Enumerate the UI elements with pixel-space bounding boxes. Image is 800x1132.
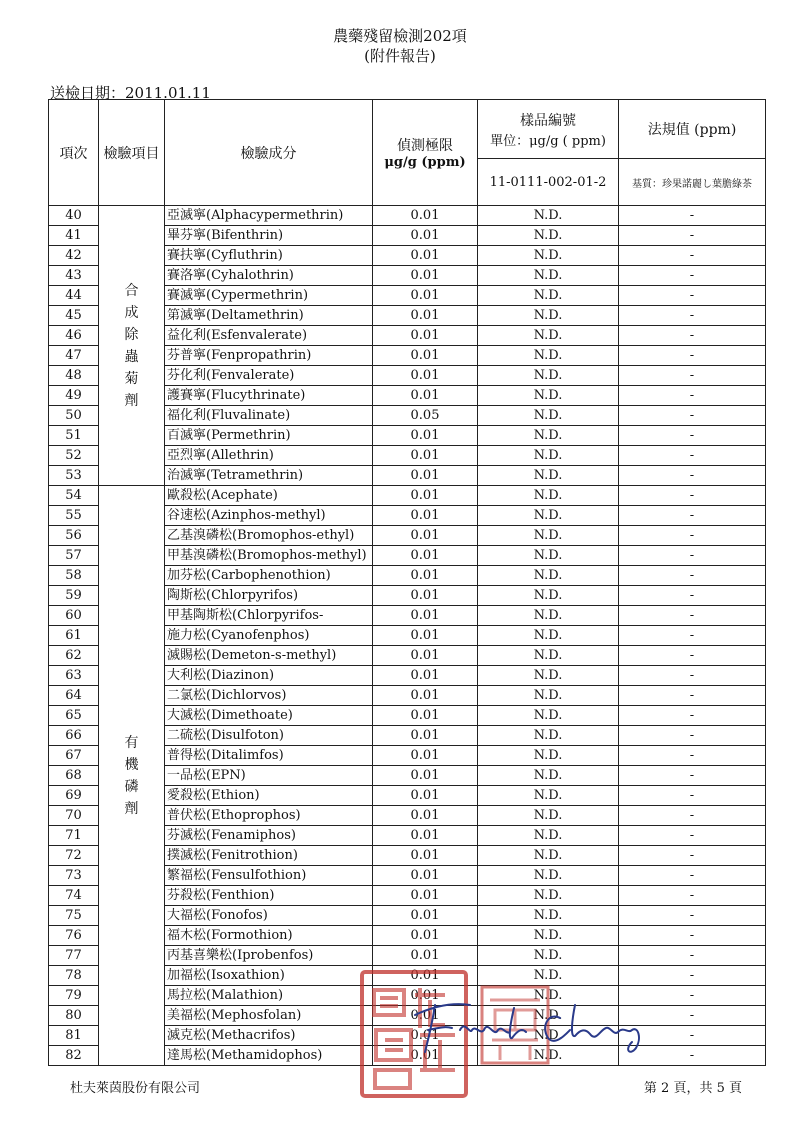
row-number: 48 [49,366,99,386]
result-value: N.D. [478,926,619,946]
result-value: N.D. [478,526,619,546]
detection-limit: 0.01 [373,226,478,246]
detection-limit: 0.01 [373,626,478,646]
result-value: N.D. [478,406,619,426]
regulatory-limit: - [619,286,766,306]
detection-limit: 0.01 [373,986,478,1006]
detection-limit: 0.01 [373,286,478,306]
detection-limit: 0.01 [373,606,478,626]
component-name: 護賽寧(Flucythrinate) [165,386,373,406]
component-name: 福木松(Formothion) [165,926,373,946]
row-number: 77 [49,946,99,966]
document-title [0,26,800,66]
component-name: 繁福松(Fensulfothion) [165,866,373,886]
regulatory-limit: - [619,326,766,346]
result-value: N.D. [478,986,619,1006]
row-number: 66 [49,726,99,746]
regulatory-limit: - [619,726,766,746]
result-value: N.D. [478,546,619,566]
detection-limit: 0.01 [373,366,478,386]
detection-limit: 0.01 [373,566,478,586]
detection-limit: 0.01 [373,346,478,366]
component-name: 大利松(Diazinon) [165,666,373,686]
regulatory-limit: - [619,446,766,466]
component-name: 大滅松(Dimethoate) [165,706,373,726]
component-name: 亞滅寧(Alphacypermethrin) [165,206,373,226]
row-number: 44 [49,286,99,306]
regulatory-limit: - [619,306,766,326]
row-number: 40 [49,206,99,226]
regulatory-limit: - [619,366,766,386]
regulatory-limit: - [619,426,766,446]
regulatory-limit: - [619,566,766,586]
regulatory-limit: - [619,386,766,406]
row-number: 71 [49,826,99,846]
result-value: N.D. [478,466,619,486]
row-number: 76 [49,926,99,946]
regulatory-limit: - [619,966,766,986]
row-number: 46 [49,326,99,346]
result-value: N.D. [478,266,619,286]
regulatory-limit: - [619,266,766,286]
detection-limit: 0.01 [373,246,478,266]
limit-label: 偵測極限 [397,138,453,154]
row-number: 67 [49,746,99,766]
detection-limit: 0.01 [373,946,478,966]
result-value: N.D. [478,226,619,246]
result-value: N.D. [478,566,619,586]
component-name: 加芬松(Carbophenothion) [165,566,373,586]
regulatory-limit: - [619,406,766,426]
col-header-component: 檢驗成分 [165,100,373,206]
regulatory-limit: - [619,246,766,266]
component-name: 加福松(Isoxathion) [165,966,373,986]
result-value: N.D. [478,786,619,806]
component-name: 甲基陶斯松(Chlorpyrifos- [165,606,373,626]
result-value: N.D. [478,666,619,686]
row-number: 62 [49,646,99,666]
footer-company: 杜夫萊茵股份有限公司 [70,1081,201,1096]
component-name: 二硫松(Disulfoton) [165,726,373,746]
footer-page-number: 第 2 頁，共 5 頁 [643,1081,742,1096]
submission-date: 送檢日期：2011.01.11 [50,84,211,102]
result-value: N.D. [478,346,619,366]
group-label-char: 菊 [124,370,139,387]
result-value: N.D. [478,686,619,706]
component-name: 愛殺松(Ethion) [165,786,373,806]
component-name: 芬化利(Fenvalerate) [165,366,373,386]
group-label [99,206,165,486]
group-label-char: 有 [124,734,139,751]
component-name: 賽扶寧(Cyfluthrin) [165,246,373,266]
result-value: N.D. [478,866,619,886]
result-value: N.D. [478,746,619,766]
regulatory-limit: - [619,206,766,226]
sample-id: 11-0111-002-01-2 [478,159,619,206]
row-number: 47 [49,346,99,366]
result-value: N.D. [478,1026,619,1046]
detection-limit: 0.01 [373,786,478,806]
row-number: 64 [49,686,99,706]
row-number: 61 [49,626,99,646]
row-number: 59 [49,586,99,606]
row-number: 53 [49,466,99,486]
regulatory-limit: - [619,546,766,566]
handwritten-signature [410,990,660,1060]
component-name: 達馬松(Methamidophos) [165,1046,373,1066]
result-value: N.D. [478,486,619,506]
result-value: N.D. [478,706,619,726]
row-number: 65 [49,706,99,726]
detection-limit: 0.01 [373,1046,478,1066]
row-number: 52 [49,446,99,466]
row-number: 75 [49,906,99,926]
detection-limit: 0.01 [373,386,478,406]
title-line-2: (附件報告) [364,47,436,65]
detection-limit: 0.01 [373,486,478,506]
regulatory-limit: - [619,646,766,666]
regulatory-limit: - [619,606,766,626]
component-name: 普得松(Ditalimfos) [165,746,373,766]
result-value: N.D. [478,586,619,606]
detection-limit: 0.01 [373,306,478,326]
regulatory-limit: - [619,786,766,806]
result-value: N.D. [478,1006,619,1026]
regulatory-limit: - [619,806,766,826]
detection-limit: 0.01 [373,806,478,826]
table-row [49,486,766,506]
result-value: N.D. [478,946,619,966]
detection-limit: 0.01 [373,906,478,926]
component-name: 普伏松(Ethoprophos) [165,806,373,826]
regulatory-limit: - [619,706,766,726]
component-name: 滅克松(Methacrifos) [165,1026,373,1046]
component-name: 治滅寧(Tetramethrin) [165,466,373,486]
row-number: 57 [49,546,99,566]
row-number: 82 [49,1046,99,1066]
detection-limit: 0.01 [373,326,478,346]
result-value: N.D. [478,886,619,906]
regulatory-limit: - [619,506,766,526]
detection-limit: 0.01 [373,686,478,706]
detection-limit: 0.01 [373,546,478,566]
component-name: 芬殺松(Fenthion) [165,886,373,906]
detection-limit: 0.01 [373,526,478,546]
result-value: N.D. [478,366,619,386]
detection-limit: 0.01 [373,666,478,686]
row-number: 63 [49,666,99,686]
result-value: N.D. [478,966,619,986]
component-name: 亞烈寧(Allethrin) [165,446,373,466]
result-value: N.D. [478,506,619,526]
regulatory-limit: - [619,846,766,866]
detection-limit: 0.01 [373,766,478,786]
result-value: N.D. [478,806,619,826]
row-number: 58 [49,566,99,586]
result-value: N.D. [478,206,619,226]
detection-limit: 0.01 [373,886,478,906]
regulatory-limit: - [619,826,766,846]
regulatory-limit: - [619,926,766,946]
component-name: 丙基喜樂松(Iprobenfos) [165,946,373,966]
row-number: 43 [49,266,99,286]
detection-limit: 0.01 [373,826,478,846]
regulatory-limit: - [619,866,766,886]
component-name: 芬滅松(Fenamiphos) [165,826,373,846]
results-body [49,206,766,1066]
component-name: 福化利(Fluvalinate) [165,406,373,426]
result-value: N.D. [478,426,619,446]
component-name: 畢芬寧(Bifenthrin) [165,226,373,246]
regulatory-limit: - [619,486,766,506]
sample-unit: 單位：μg/g ( ppm) [490,133,606,149]
row-number: 60 [49,606,99,626]
limit-unit: μg/g (ppm) [384,155,466,170]
result-value: N.D. [478,726,619,746]
result-value: N.D. [478,286,619,306]
group-label-char: 蟲 [124,348,139,365]
result-value: N.D. [478,846,619,866]
row-number: 70 [49,806,99,826]
group-label-char: 成 [124,304,139,321]
component-name: 陶斯松(Chlorpyrifos) [165,586,373,606]
regulatory-limit: - [619,346,766,366]
regulatory-limit: - [619,666,766,686]
row-number: 42 [49,246,99,266]
row-number: 56 [49,526,99,546]
row-number: 50 [49,406,99,426]
component-name: 馬拉松(Malathion) [165,986,373,1006]
detection-limit: 0.01 [373,506,478,526]
detection-limit: 0.05 [373,406,478,426]
group-label [99,486,165,1066]
component-name: 第滅寧(Deltamethrin) [165,306,373,326]
col-header-sample [478,100,619,159]
regulatory-limit: - [619,526,766,546]
regulatory-limit: - [619,766,766,786]
component-name: 益化利(Esfenvalerate) [165,326,373,346]
regulatory-limit: - [619,906,766,926]
result-value: N.D. [478,906,619,926]
detection-limit: 0.01 [373,1006,478,1026]
component-name: 乙基溴磷松(Bromophos-ethyl) [165,526,373,546]
detection-limit: 0.01 [373,966,478,986]
result-value: N.D. [478,326,619,346]
detection-limit: 0.01 [373,266,478,286]
detection-limit: 0.01 [373,426,478,446]
component-name: 撲滅松(Fenitrothion) [165,846,373,866]
component-name: 一品松(EPN) [165,766,373,786]
component-name: 美福松(Mephosfolan) [165,1006,373,1026]
component-name: 歐殺松(Acephate) [165,486,373,506]
row-number: 81 [49,1026,99,1046]
row-number: 51 [49,426,99,446]
regulatory-limit: - [619,226,766,246]
detection-limit: 0.01 [373,866,478,886]
title-line-1: 農藥殘留檢測202項 [333,27,467,45]
result-value: N.D. [478,766,619,786]
component-name: 賽滅寧(Cypermethrin) [165,286,373,306]
detection-limit: 0.01 [373,446,478,466]
detection-limit: 0.01 [373,1026,478,1046]
col-header-limit [373,100,478,206]
component-name: 施力松(Cyanofenphos) [165,626,373,646]
group-label-char: 磷 [124,778,139,795]
regulatory-limit: - [619,686,766,706]
col-header-item: 檢驗項目 [99,100,165,206]
group-label-char: 機 [124,756,139,773]
row-number: 79 [49,986,99,1006]
group-label-char: 合 [124,282,139,299]
result-value: N.D. [478,626,619,646]
col-header-no: 項次 [49,100,99,206]
table-row [49,206,766,226]
col-header-law: 法規值 (ppm) [619,100,766,159]
sample-no-label: 樣品編號 [520,112,576,129]
regulatory-limit: - [619,466,766,486]
regulatory-limit: - [619,946,766,966]
result-value: N.D. [478,446,619,466]
regulatory-limit: - [619,1006,766,1026]
row-number: 45 [49,306,99,326]
regulatory-limit: - [619,1046,766,1066]
result-value: N.D. [478,826,619,846]
result-value: N.D. [478,386,619,406]
row-number: 78 [49,966,99,986]
regulatory-limit: - [619,986,766,1006]
detection-limit: 0.01 [373,746,478,766]
component-name: 大福松(Fonofos) [165,906,373,926]
row-number: 54 [49,486,99,506]
row-number: 68 [49,766,99,786]
sample-base: 基質：珍果諾麗し葉膽綠茶 [619,159,766,206]
detection-limit: 0.01 [373,726,478,746]
row-number: 55 [49,506,99,526]
detection-limit: 0.01 [373,926,478,946]
detection-limit: 0.01 [373,586,478,606]
row-number: 73 [49,866,99,886]
component-name: 芬普寧(Fenpropathrin) [165,346,373,366]
component-name: 百滅寧(Permethrin) [165,426,373,446]
component-name: 滅賜松(Demeton-s-methyl) [165,646,373,666]
result-value: N.D. [478,306,619,326]
group-label-char: 劑 [124,392,139,409]
row-number: 69 [49,786,99,806]
row-number: 49 [49,386,99,406]
row-number: 72 [49,846,99,866]
result-value: N.D. [478,606,619,626]
row-number: 80 [49,1006,99,1026]
result-value: N.D. [478,246,619,266]
detection-limit: 0.01 [373,646,478,666]
row-number: 74 [49,886,99,906]
regulatory-limit: - [619,626,766,646]
detection-limit: 0.01 [373,206,478,226]
component-name: 賽洛寧(Cyhalothrin) [165,266,373,286]
detection-limit: 0.01 [373,706,478,726]
regulatory-limit: - [619,586,766,606]
row-number: 41 [49,226,99,246]
regulatory-limit: - [619,886,766,906]
regulatory-limit: - [619,1026,766,1046]
regulatory-limit: - [619,746,766,766]
group-label-char: 劑 [124,800,139,817]
detection-limit: 0.01 [373,846,478,866]
result-value: N.D. [478,1046,619,1066]
component-name: 甲基溴磷松(Bromophos-methyl) [165,546,373,566]
detection-limit: 0.01 [373,466,478,486]
component-name: 二氯松(Dichlorvos) [165,686,373,706]
results-table [48,99,766,1066]
component-name: 谷速松(Azinphos-methyl) [165,506,373,526]
result-value: N.D. [478,646,619,666]
group-label-char: 除 [124,326,139,343]
